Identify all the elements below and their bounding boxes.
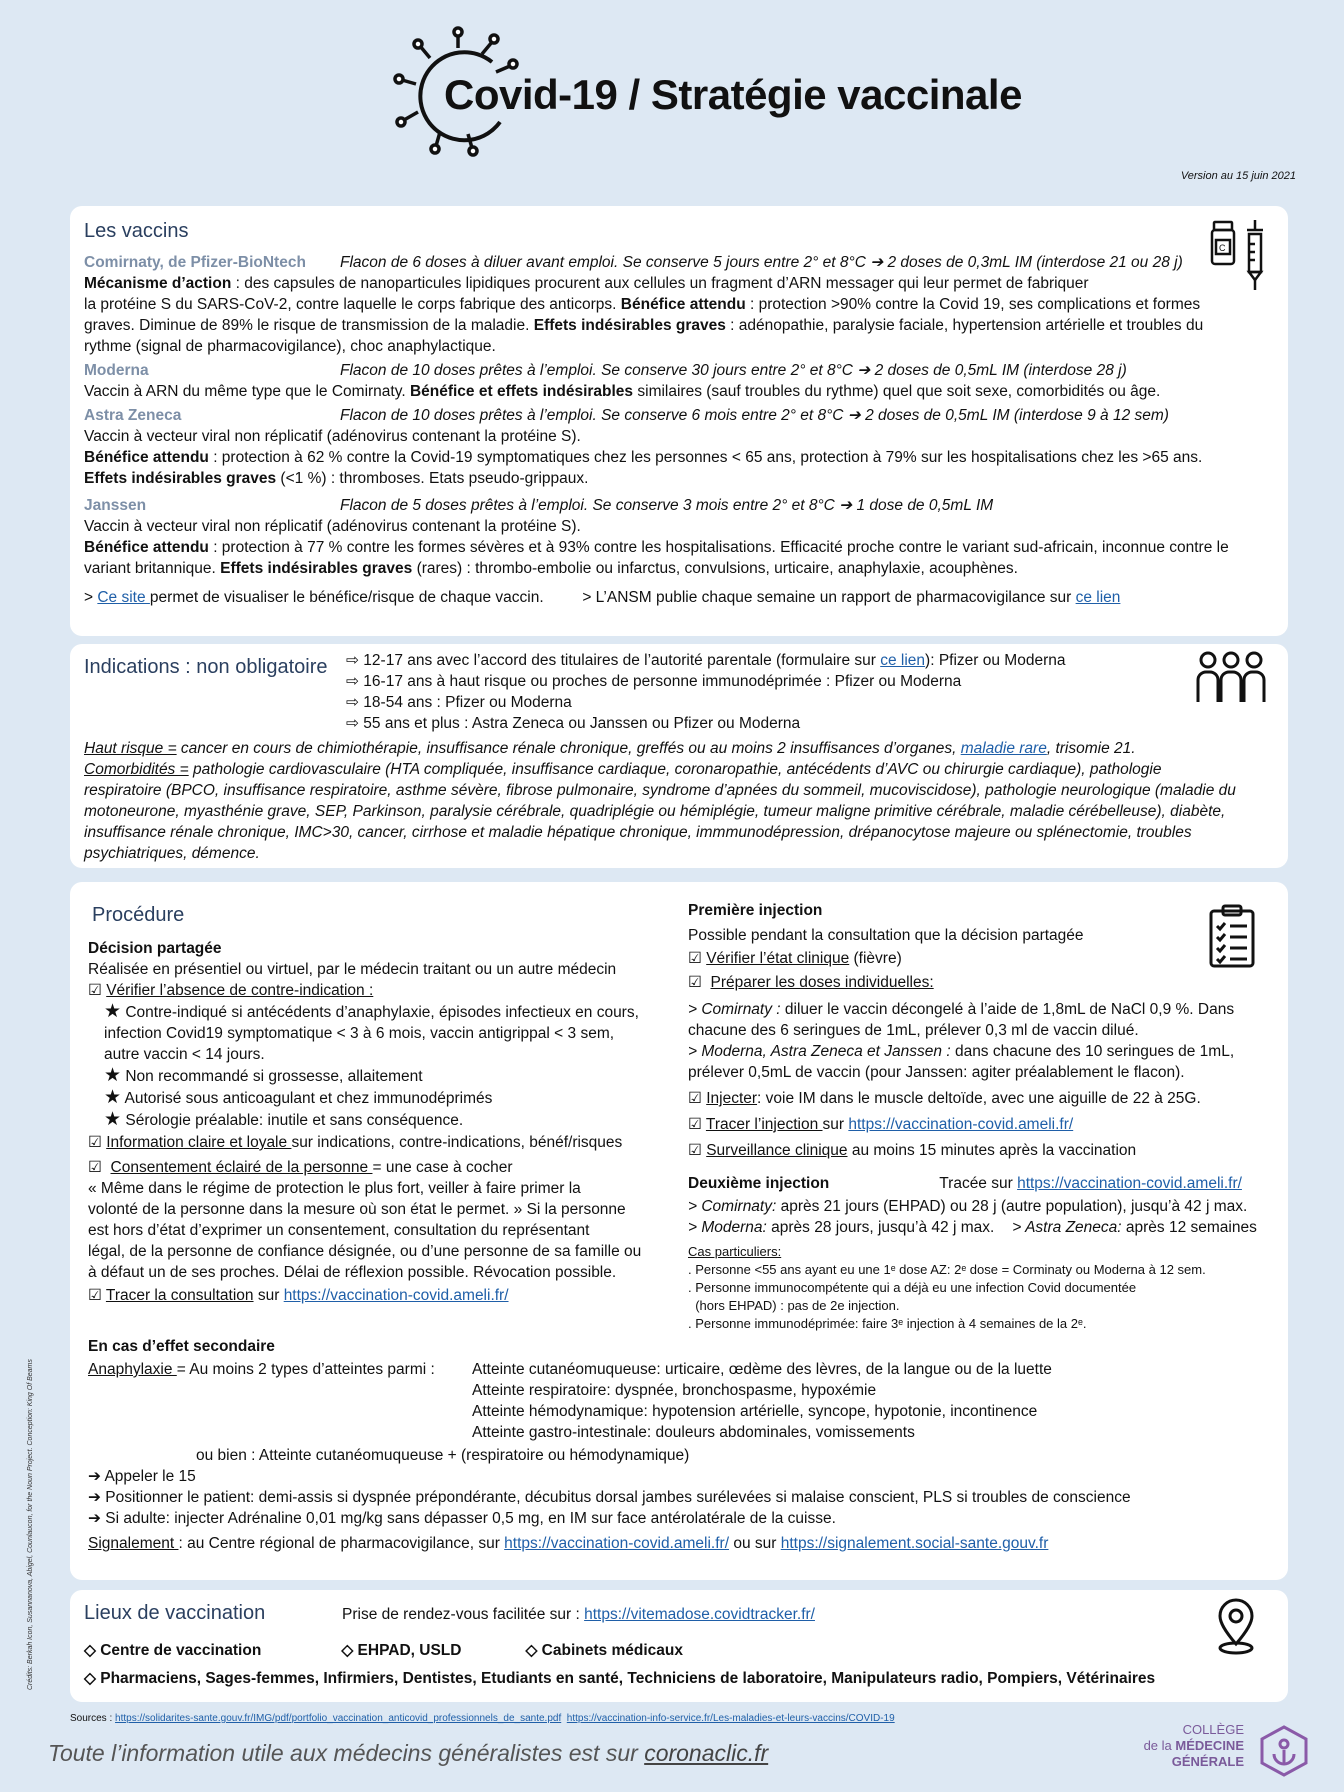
moderna-benefit-label: Bénéfice et effets indésirables	[409, 383, 634, 400]
benefit-label: Bénéfice attendu	[620, 296, 746, 313]
janssen-text: : protection à 77 % contre les formes sévères et à 93% contre les hospitalisations. Efficacité proche contre le variant sud-africain, inconnue contre le	[208, 539, 1229, 556]
parental-form-link[interactable]: ce lien	[880, 652, 926, 669]
high-risk-text: cancer en cours de chimiothérapie, insuffisance rénale chronique, greffés ou au moins 2 insuffisances d’organes,	[176, 740, 961, 757]
benefit-text: : protection >90% contre la Covid 19, ses complications et formes	[745, 296, 1201, 313]
inject-label: Injecter	[706, 1090, 758, 1107]
rare-disease-link[interactable]: maladie rare	[960, 740, 1047, 757]
second-injection-title: Deuxième injection	[688, 1175, 830, 1192]
comirnaty-text: la protéine S du SARS-CoV-2, contre laquelle le corps fabrique des anticorps.	[84, 296, 621, 313]
vaccine-name-moderna: Moderna	[84, 362, 149, 379]
high-risk-label: Haut risque =	[84, 740, 177, 757]
comorbidities-text: psychiatriques, démence.	[84, 845, 260, 862]
janssen-text: variant britannique.	[84, 560, 221, 577]
ameli-link[interactable]: https://vaccination-covid.ameli.fr/	[283, 1287, 509, 1304]
comorbidities-label: Comorbidités =	[84, 761, 189, 778]
svg-text:C: C	[1219, 243, 1226, 253]
credits-text: Crédits: Berkah Icon, Susannanova, Abigel, Counlaucon, for the Noun Project. Conception: King Of Beams	[27, 1359, 34, 1690]
coronaclic-link[interactable]: coronaclic.fr	[644, 1740, 769, 1766]
version-date: Version au 15 juin 2021	[1180, 170, 1296, 182]
vitemadose-link[interactable]: https://vitemadose.covidtracker.fr/	[584, 1606, 815, 1623]
ansm-text: > L’ANSM publie chaque semaine un rapport de pharmacovigilance sur	[582, 589, 1076, 606]
vaccination-places-card: Lieux de vaccination Prise de rendez-vous facilitée sur : https://vitemadose.covidtracker.fr/ ◇ Centre de vaccination ◇ EHPAD, USLD ◇ Cabinets médicaux ◇ Pharmaciens, Sages-femmes, Infirmiers, Dentistes, Etudiants en santé, Techniciens de laboratoire, Manipulateurs radio, Pompiers, Vétérinaires	[70, 1590, 1288, 1702]
astra-benefit-label: Bénéfice attendu	[84, 449, 209, 466]
step-adrenaline: ➔ Si adulte: injecter Adrénaline 0,01 mg/kg sans dépasser 0,5 mg, en IM sur face antérolatérale de la cuisse.	[88, 1510, 836, 1527]
astra-text: Vaccin à vecteur viral non réplicatif (adénovirus contenant la protéine S).	[84, 428, 581, 445]
ameli-link[interactable]: https://vaccination-covid.ameli.fr/	[848, 1116, 1074, 1133]
comorbidities-text: insuffisance rénale chronique, IMC>30, cancer, cirrhose et maladie hépatique chronique, immmunodépression, drépanocytose majeure ou splénectomie, troubles	[84, 824, 1192, 841]
verify-clinical-label: Vérifier l’état clinique	[706, 950, 850, 967]
list-item: Atteinte hémodynamique: hypotension artérielle, syncope, hypotonie, incontinence	[472, 1403, 1038, 1420]
section-title-places: Lieux de vaccination	[84, 1602, 266, 1624]
step-call-15: ➔ Appeler le 15	[88, 1468, 196, 1485]
prepare-doses-label: Préparer les doses individuelles:	[710, 974, 934, 991]
ce-site-link[interactable]: Ce site	[97, 589, 150, 606]
vaccine-name-janssen: Janssen	[84, 497, 147, 514]
list-item: ⇨ 55 ans et plus : Astra Zeneca ou Janssen ou Pfizer ou Moderna	[346, 715, 801, 732]
astra-text: (<1 %) : thromboses. Etats pseudo-grippaux.	[276, 470, 589, 487]
place-item: ◇ Cabinets médicaux	[525, 1642, 683, 1659]
vaccines-card	[70, 206, 1288, 636]
place-item: ◇ Pharmaciens, Sages-femmes, Infirmiers, Dentistes, Etudiants en santé, Techniciens de laboratoire, Manipulateurs radio, Pompiers, Vétérinaires	[84, 1670, 1156, 1687]
janssen-text: Vaccin à vecteur viral non réplicatif (adénovirus contenant la protéine S).	[84, 518, 581, 535]
janssen-adverse-label: Effets indésirables graves	[220, 560, 413, 577]
footer-tagline: Toute l’information utile aux médecins généralistes est sur coronaclic.fr	[48, 1740, 769, 1766]
vaccine-info-moderna: Flacon de 10 doses prêtes à l’emploi. Se conserve 30 jours entre 2° et 8°C ➔ 2 doses de 0,5mL IM (interdose 28 j)	[340, 362, 1127, 379]
verify-ci-label: Vérifier l’absence de contre-indication :	[106, 982, 374, 999]
astra-adverse-label: Effets indésirables graves	[84, 470, 277, 487]
cmg-logo-text: COLLÈGE de la MÉDECINE GÉNÉRALE	[1143, 1722, 1244, 1769]
side-effect-title: En cas d’effet secondaire	[88, 1338, 275, 1355]
comorbidities-text: pathologie cardiovasculaire (HTA compliquée, insuffisance cardiaque, coronaropathie, antécédents d’AVC ou chirurgie cardiaque), pathologie	[188, 761, 1162, 778]
list-item: ⇨ 12-17 ans avec l’accord des titulaires de l’autorité parentale (formulaire sur ce lien): Pfizer ou Moderna	[346, 652, 1066, 669]
consent-label: Consentement éclairé de la personne	[110, 1159, 373, 1176]
info-label: Information claire et loyale	[106, 1134, 292, 1151]
people-icon	[1196, 650, 1266, 706]
list-item: Atteinte gastro-intestinale: douleurs abdominales, vomissements	[472, 1424, 915, 1441]
cmg-logo-icon	[1258, 1724, 1310, 1778]
section-title-procedure: Procédure	[92, 904, 185, 926]
location-pin-icon	[1216, 1598, 1256, 1656]
source-link[interactable]: https://solidarites-sante.gouv.fr/IMG/pdf/portfolio_vaccination_anticovid_professionnels_de_sante.pdf	[115, 1713, 562, 1724]
sources	[70, 1712, 895, 1726]
place-item: ◇ Centre de vaccination	[84, 1642, 262, 1659]
source-link[interactable]: https://vaccination-info-service.fr/Les-maladies-et-leurs-vaccins/COVID-19	[566, 1713, 895, 1724]
list-item: Atteinte cutanéomuqueuse: urticaire, œdème des lèvres, de la langue ou de la luette	[472, 1361, 1052, 1378]
section-title-indications: Indications : non obligatoire	[84, 656, 328, 678]
ameli-link[interactable]: https://vaccination-covid.ameli.fr/	[1017, 1175, 1242, 1192]
vaccine-info-comirnaty: Flacon de 6 doses à diluer avant emploi. Se conserve 5 jours entre 2° et 8°C ➔ 2 doses de 0,3mL IM (interdose 21 ou 28 j)	[340, 254, 1183, 271]
list-item: Atteinte respiratoire: dyspnée, bronchospasme, hypoxémie	[472, 1382, 877, 1399]
moderna-text: similaires (sauf troubles du rythme) quel que soit sexe, comorbidités ou âge.	[633, 383, 1161, 400]
comorbidities-text: motoneurone, myasthénie grave, SEP, Parkinson, paralysie cérébrale, quadriplégie ou hémiplégie, tumeur maligne primitive cérébrale, maladie cérébelleuse), diabète,	[84, 803, 1226, 820]
moderna-text: Vaccin à ARN du même type que le Comirnaty.	[84, 383, 410, 400]
page-title: Covid-19 / Stratégie vaccinale	[444, 71, 1022, 118]
step-position: ➔ Positionner le patient: demi-assis si dyspnée prépondérante, décubitus dorsal jambes surélevées si malaise conscient, PLS si troubles de conscience	[88, 1489, 1131, 1506]
place-item: ◇ EHPAD, USLD	[341, 1642, 462, 1659]
comirnaty-text: graves. Diminue de 89% le risque de transmission de la maladie.	[84, 317, 534, 334]
mechanism-text: : des capsules de nanoparticules lipidiques procurent aux cellules un fragment d’ARN messager qui leur permet de fabriquer	[231, 275, 1089, 292]
ameli-link[interactable]: https://vaccination-covid.ameli.fr/	[504, 1535, 730, 1552]
indications-card	[70, 644, 1288, 868]
links-prefix: >	[84, 589, 98, 606]
high-risk-text: , trisomie 21.	[1046, 740, 1136, 757]
vial-icon	[1210, 218, 1236, 266]
indications-list	[346, 650, 1065, 734]
vaccine-info-janssen: Flacon de 5 doses prêtes à l’emploi. Se conserve 3 mois entre 2° et 8°C ➔ 1 dose de 0,5mL IM	[340, 497, 994, 514]
ansm-link[interactable]: ce lien	[1075, 589, 1121, 606]
clipboard-icon	[1208, 904, 1256, 968]
comirnaty-text: rythme (signal de pharmacovigilance), choc anaphylactique.	[84, 338, 496, 355]
list-item: ⇨ 18-54 ans : Pfizer ou Moderna	[346, 694, 572, 711]
janssen-text: (rares) : thrombo-embolie ou infarctus, convulsions, urticaire, anaphylaxie, acouphènes.	[412, 560, 1018, 577]
janssen-benefit-label: Bénéfice attendu	[84, 539, 209, 556]
trace-consult-label: Tracer la consultation	[105, 1287, 254, 1304]
adverse-text: : adénopathie, paralysie faciale, hypertension artérielle et troubles du	[725, 317, 1204, 334]
surveillance-label: Surveillance clinique	[706, 1142, 848, 1159]
procedure-card: Procédure Décision partagée Réalisée en présentiel ou virtuel, par le médecin traitant ou un autre médecin ☑ Vérifier l’absence de contre-indication : ★ Contre-indiqué si antécédents d’anaphylaxie, épisodes infectieux en cours, infection Covid19 symptomatique < 3 à 6 mois, vaccin antigrippal < 3 sem, autre vaccin < 14 jours. ★ Non recommandé si grossesse, allaitement ★ Autorisé sous anticoagulant et chez immunodéprimés ★ Sérologie préalable: inutile et sans conséquence. ☑ Information claire et loyale sur indications, contre-indications, bénéf/risques ☑ Consentement éclairé de la personne = une case à cocher « Même dans le régime de protection le plus fort, veiller à faire primer la volonté de la personne dans la mesure où son état le permet. » Si la personne est hors d’état d’exprimer un consentement, consultation du représentant légal, de la personne de confiance désignée, ou d’une personne de sa famille ou à défaut un de ses proches. Délai de réflexion possible. Révocation possible. ☑ Tracer la consultation sur https://vaccination-covid.ameli.fr/ Première injection Possible pendant la consultation que la décision partagée ☑ Vérifier l’état clinique (fièvre) ☑ Préparer les doses individuelles: > Comirnaty : diluer le vaccin décongelé à l’aide de 1,8mL de NaCl 0,9 %. Dans chacune des 6 seringues de 1mL, prélever 0,3 ml de vaccin dilué. > Moderna, Astra Zeneca et Janssen : dans chacune des 10 seringues de 1mL, prélever 0,5mL de vaccin (pour Janssen: agiter préalablement le flacon). ☑ Injecter: voie IM dans le muscle deltoïde, avec une aiguille de 22 à 25G. ☑ Tracer l’injection sur https://vaccination-covid.ameli.fr/ ☑ Surveillance clinique au moins 15 minutes après la vaccination Deuxième injection Tracée sur https://vaccination-covid.ameli.fr/ > Comirnaty: après 21 jours (EHPAD) ou 28 j (autre population), jusqu’à 42 j max. > Moderna: après 28 jours, jusqu’à 42 j max. > Astra Zeneca: après 12 semaines Cas particuliers: . Personne <55 ans ayant eu une 1ᵉ dose AZ: 2ᵉ dose = Corminaty ou Moderna à 12 sem. . Personne immunocompétente qui a déjà eu une infection Covid documentée (hors EHPAD) : pas de 2e injection. . Personne immunodéprimée: faire 3ᵉ injection à 4 semaines de la 2ᵉ. En cas d’effet secondaire Anaphylaxie = Au moins 2 types d’atteintes parmi : Atteinte cutanéomuqueuse: urticaire, œdème des lèvres, de la langue ou de la luette Atteinte respiratoire: dyspnée, bronchospasme, hypoxémie Atteinte hémodynamique: hypotension artérielle, syncope, hypotonie, incontinence Atteinte gastro-intestinale: douleurs abdominales, vomissements ou bien : Atteinte cutanéomuqueuse + (respiratoire ou hémodynamique) ➔ Appeler le 15 ➔ Positionner le patient: demi-assis si dyspnée prépondérante, décubitus dorsal jambes surélevées si malaise conscient, PLS si troubles de conscience ➔ Si adulte: injecter Adrénaline 0,01 mg/kg sans dépasser 0,5 mg, en IM sur face antérolatérale de la cuisse. Signalement : au Centre régional de pharmacovigilance, sur https://vaccination-covid.ameli.fr/ ou sur https://signalement.social-sante.gouv.fr	[70, 882, 1288, 1580]
vaccine-name-astra: Astra Zeneca	[84, 407, 182, 424]
vaccine-info-astra: Flacon de 10 doses prêtes à l’emploi. Se conserve 6 mois entre 2° et 8°C ➔ 2 doses de 0,5mL IM (interdose 9 à 12 sem)	[340, 407, 1169, 424]
comorbidities-text: respiratoire (BPCO, insuffisance respiratoire, asthme sévère, fibrose pulmonaire, syndrome d’apnées du sommeil, mucoviscidose), pathologie neurologique (maladie du	[84, 782, 1236, 799]
anaphylaxis-label: Anaphylaxie	[88, 1361, 177, 1378]
benefit-risk-text: permet de visualiser le bénéfice/risque de chaque vaccin.	[149, 589, 544, 606]
signalement-label: Signalement	[88, 1535, 179, 1552]
trace-injection-label: Tracer l’injection	[705, 1116, 823, 1133]
sources-label: Sources :	[70, 1713, 116, 1724]
syringe-icon	[1240, 220, 1270, 290]
special-cases-title: Cas particuliers:	[688, 1244, 782, 1259]
list-item: ⇨ 16-17 ans à haut risque ou proches de personne immunodéprimée : Pfizer ou Moderna	[346, 673, 962, 690]
mechanism-label: Mécanisme d’action	[84, 275, 232, 292]
decision-text: Réalisée en présentiel ou virtuel, par le médecin traitant ou un autre médecin	[88, 961, 617, 978]
astra-text: : protection à 62 % contre la Covid-19 symptomatiques chez les personnes < 65 ans, protection à 79% sur les hospitalisations chez les >65 ans.	[208, 449, 1203, 466]
adverse-label: Effets indésirables graves	[533, 317, 726, 334]
section-title-vaccines: Les vaccins	[84, 220, 189, 242]
signalement-link[interactable]: https://signalement.social-sante.gouv.fr	[780, 1535, 1049, 1552]
vaccine-name-comirnaty: Comirnaty, de Pfizer-BioNtech	[84, 254, 306, 271]
first-injection-title: Première injection	[688, 902, 823, 919]
decision-title: Décision partagée	[88, 940, 222, 957]
